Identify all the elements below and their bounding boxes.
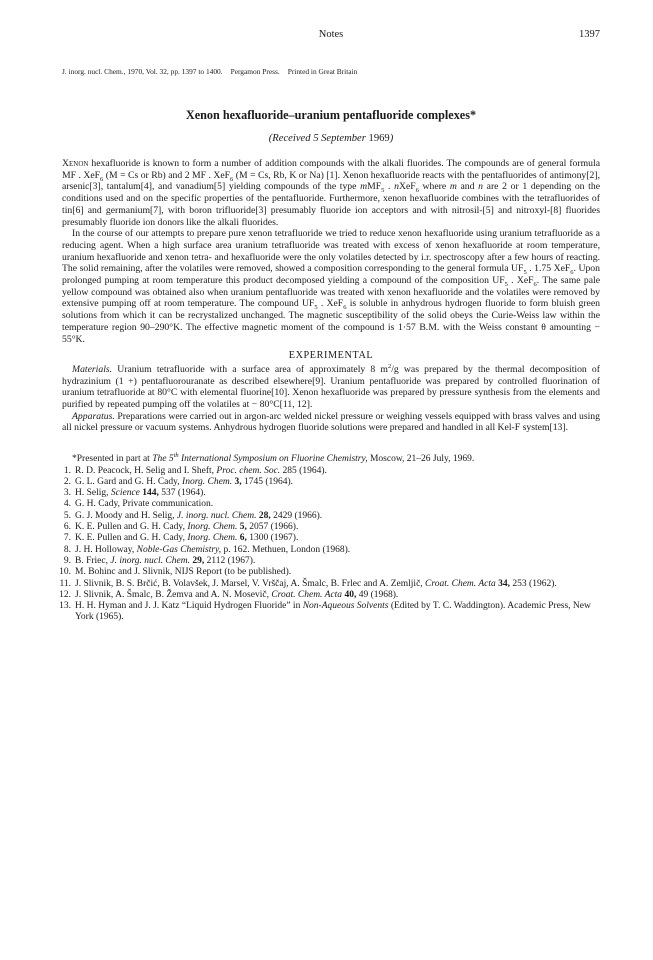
reference-number: 9.	[63, 555, 71, 566]
reference-number: 2.	[63, 476, 71, 487]
reference-item	[59, 601, 600, 624]
running-header	[62, 29, 600, 43]
reference-number: 13.	[59, 601, 71, 612]
reference-journal: Inorg. Chem.	[182, 476, 233, 487]
footnote-event-b: International Symposium on Fluorine Chemistry,	[181, 454, 368, 465]
section-heading-experimental: EXPERIMENTAL	[288, 350, 374, 362]
reference-volume: 40,	[344, 589, 357, 600]
reference-rest: 1745 (1964).	[243, 476, 294, 487]
reference-rest: 49 (1968).	[358, 589, 399, 600]
reference-authors: B. Friec,	[75, 555, 108, 566]
footnote-event-a: The 5	[152, 454, 174, 465]
reference-rest: 1300 (1967).	[249, 533, 299, 544]
materials-label: Materials.	[72, 363, 113, 375]
footnote-event-sup: th	[173, 452, 179, 460]
reference-authors: M. Bohinc and J. Slivnik, NIJS Report (to be published).	[75, 567, 292, 578]
reference-authors: K. E. Pullen and G. H. Cady,	[75, 522, 185, 533]
citation-printed: Printed in Great Britain	[287, 67, 358, 76]
reference-item	[62, 488, 600, 499]
reference-number: 10.	[59, 567, 71, 578]
received-label: Received	[272, 133, 311, 144]
reference-journal: Inorg. Chem.	[187, 522, 238, 533]
reference-number: 7.	[63, 533, 71, 544]
reference-rest: 285 (1964).	[282, 465, 327, 476]
reference-volume: 144,	[142, 488, 159, 499]
reference-authors: K. E. Pullen and G. H. Cady,	[75, 533, 185, 544]
citation-publisher: Pergamon Press.	[230, 67, 280, 76]
received-date: (Received 5 September 1969)	[268, 133, 394, 144]
received-day-month: 5 September	[313, 133, 366, 144]
reference-authors: H. Selig,	[75, 488, 109, 499]
footnote-prefix: Presented in part at	[76, 454, 150, 465]
footnote	[62, 454, 600, 465]
reference-item	[62, 466, 600, 477]
reference-item	[62, 556, 600, 567]
page-number: 1397	[579, 29, 600, 40]
reference-item	[59, 578, 600, 590]
reference-volume: 34,	[498, 578, 511, 589]
reference-volume: 29,	[192, 555, 205, 566]
reference-authors: G. H. Cady, Private communication.	[75, 499, 214, 510]
reference-item	[62, 511, 600, 522]
reference-journal: Proc. chem. Soc.	[216, 465, 281, 476]
article-title: Xenon hexafluoride–uranium pentafluoride complexes*	[185, 108, 477, 122]
paragraph-materials: Materials. Uranium tetrafluoride with a surface area of approximately 8 $m^2/g$ was prepared by the thermal decomposition of hydrazinium (1 +) pentafluorouranate as described elsewhere[9]. Uranium pentafluoride was prepared by controlled fluorination of uranium tetrafluoride at 80°C with elemental fluorine[10]. Xenon hexafluoride was prepared by pressure synthesis from the elements and purified by repeated pumping off the volatiles at − 80°C[11, 12].	[62, 362, 600, 411]
running-title: Notes	[318, 29, 344, 40]
reference-rest: p. 162. Methuen, London (1968).	[223, 544, 351, 555]
reference-rest: 253 (1962).	[512, 578, 557, 589]
reference-journal: J. inorg. nucl. Chem.	[176, 510, 257, 521]
reference-volume: 6,	[239, 533, 247, 544]
reference-volume: 28,	[258, 510, 271, 521]
reference-journal: Noble-Gas Chemistry,	[136, 544, 222, 555]
reference-journal: Science	[110, 488, 140, 499]
footnote-location: Moscow, 21–26 July, 1969.	[369, 454, 475, 465]
reference-volume: 3,	[234, 476, 242, 487]
reference-journal: Non-Aqueous Solvents	[302, 601, 389, 612]
reference-item	[59, 589, 600, 601]
reference-volume: 5,	[239, 522, 247, 533]
reference-list	[59, 465, 600, 624]
footnote-marker: *	[72, 454, 77, 465]
reference-authors: G. J. Moody and H. Selig,	[75, 510, 175, 521]
apparatus-label: Apparatus.	[72, 410, 115, 422]
reference-number: 11.	[59, 578, 71, 589]
reference-rest: 2112 (1967).	[206, 555, 256, 566]
reference-authors: J. Slivnik, A. Šmalc, B. Žemva and A. N. Mosevič,	[75, 589, 269, 600]
received-year: 1969	[368, 133, 390, 144]
reference-authors: J. H. Holloway,	[75, 544, 135, 555]
reference-item	[62, 477, 600, 488]
reference-journal: Inorg. Chem.	[187, 533, 238, 544]
citation-journal: J. inorg. nucl. Chem.,	[62, 67, 126, 76]
reference-authors: J. Slivnik, B. S. Brčić, B. Volavšek, J. Marsel, V. Vrščaj, A. Šmalc, B. Frlec and A. Zemljič,	[75, 578, 423, 589]
reference-number: 3.	[63, 488, 71, 499]
article-body	[59, 158, 601, 624]
reference-rest: 537 (1964).	[161, 488, 206, 499]
reference-rest: (Edited by T. C. Waddington). Academic Press, New York (1965).	[75, 601, 591, 623]
paragraph-results: In the course of our attempts to prepare pure xenon tetrafluoride we tried to reduce xenon hexafluoride using uranium tetrafluoride as a reducing agent. When a high surface area uranium tetrafluoride was treated with excess of xenon hexafluoride at room temperature, uranium hexafluoride and xenon tetra- and hexafluoride were the only volatiles detected by i.r. spectroscopy after a few hours of reacting. The solid remaining, after the volatiles were removed, showed a composition corresponding to the general formula $UF_5$ . 1.75 XeF$_6$. Upon prolonged pumping at room temperature this product decomposed yielding a compound of the composition $UF_5$ . XeF$_6$. The same pale yellow compound was obtained also when uranium pentafluoride was treated with xenon hexafluoride and the volatiles were removed by extensive pumping off at room temperature. The compound $UF_5$ . XeF$_6$ is soluble in anhydrous hydrogen fluoride to form bluish green solutions from which it can be recrystalized unchanged. The magnetic susceptibility of the solid obeys the Curie-Weiss law within the temperature region 90–290°K. The effective magnetic moment of the compound is 1·57 B.M. with the Weiss constant θ amounting − 55°K.	[62, 228, 601, 345]
reference-number: 12.	[59, 589, 71, 600]
reference-number: 8.	[63, 544, 71, 555]
reference-journal: Croat. Chem. Acta	[425, 578, 496, 589]
reference-authors: H. H. Hyman and J. J. Katz “Liquid Hydrogen Fluoride” in	[75, 601, 301, 612]
reference-number: 6.	[63, 522, 71, 533]
reference-number: 5.	[63, 510, 71, 521]
reference-journal: J. inorg. nucl. Chem.	[110, 555, 190, 566]
journal-citation	[62, 67, 357, 76]
reference-authors: R. D. Peacock, H. Selig and I. Sheft,	[75, 465, 215, 476]
reference-number: 1.	[63, 465, 71, 476]
citation-details: 1970, Vol. 32, pp. 1397 to 1400.	[127, 67, 223, 76]
reference-item	[59, 567, 600, 578]
paragraph-apparatus: Apparatus. Preparations were carried out in argon-arc welded nickel pressure or weighing vessels equipped with brass valves and using all nickel pressure or vacuum systems. Anhydrous hydrogen fluoride solutions were prepared and handled in all Kel-F system[13].	[62, 410, 600, 434]
reference-journal: Croat. Chem. Acta	[271, 589, 343, 600]
reference-item	[62, 533, 600, 544]
reference-rest: 2057 (1966).	[249, 522, 299, 533]
reference-number: 4.	[63, 499, 71, 510]
reference-item	[62, 499, 600, 510]
reference-item	[62, 522, 600, 533]
paragraph-introduction: Xenon hexafluoride is known to form a number of addition compounds with the alkali fluorides. The compounds are of general formula MF . XeF$_6$ (M = Cs or Rb) and 2 MF . XeF$_6$ (M = Cs, Rb, K or Na) [1]. Xenon hexafluoride reacts with the pentafluorides of antimony[2], arsenic[3], tantalum[4], and vanadium[5] yielding compounds of the type mMF$_5$ . nXeF$_6$ where m and n are 2 or 1 depending on the conditions used and on the specific properties of the pentafluoride. Furthermore, xenon hexafluoride combines with the tetrafluorides of tin[6] and germanium[7], with boron trifluoride[3] presumably fluoride ion acceptors and with nitrosil-[5] and nitroxyl-[8] fluorides presumably fluoride ion donors like the alkali fluorides.	[62, 158, 601, 228]
reference-authors: G. L. Gard and G. H. Cady,	[75, 476, 180, 487]
reference-item	[62, 545, 600, 556]
reference-rest: 2429 (1966).	[273, 510, 323, 521]
